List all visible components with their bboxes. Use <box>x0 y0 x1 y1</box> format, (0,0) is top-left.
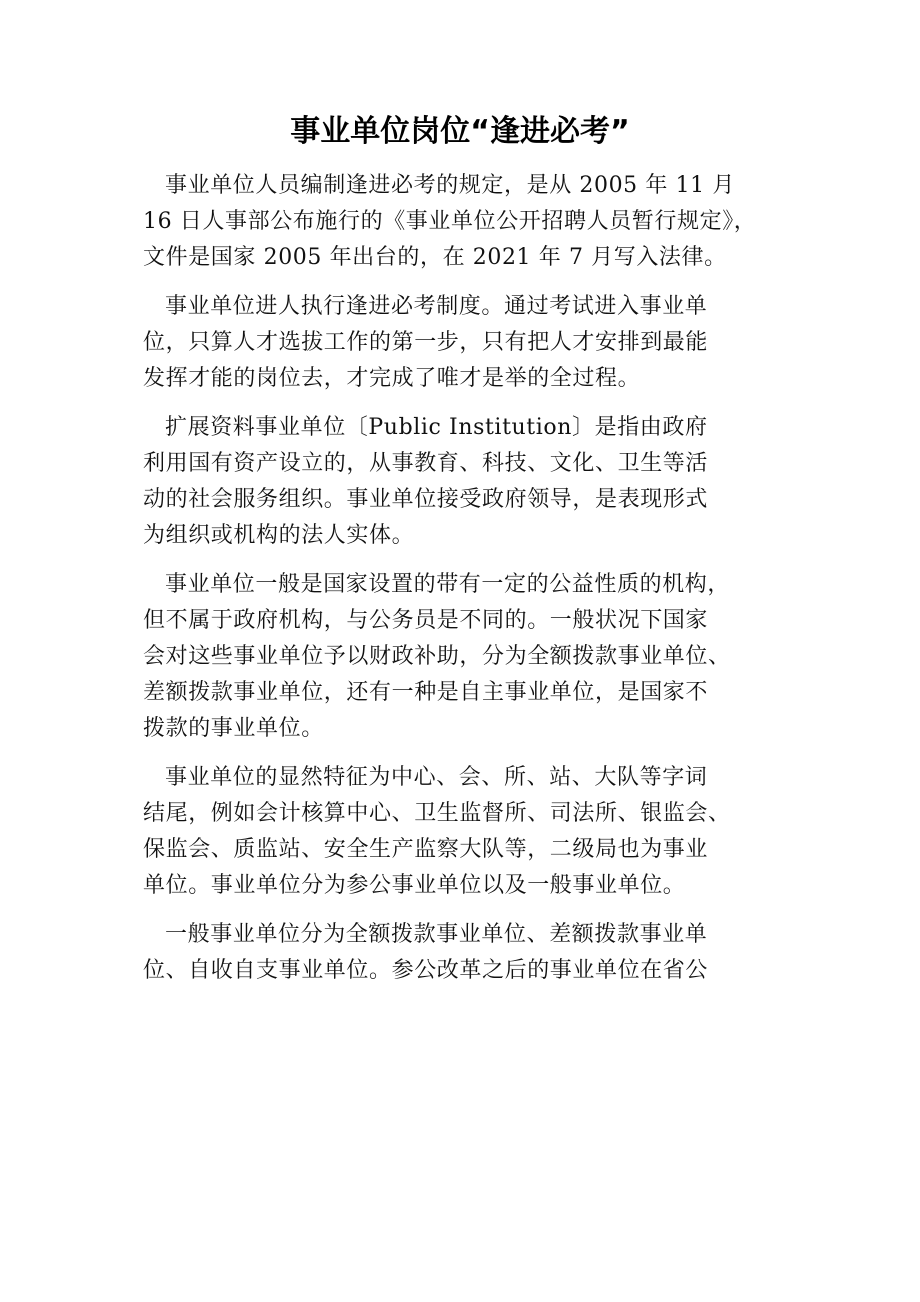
document-title: 事业单位岗位“逢进必考” <box>290 114 630 149</box>
text-line: 动的社会服务组织。事业单位接受政府领导，是表现形式 <box>143 487 709 512</box>
text-line: 事业单位进人执行逢进必考制度。通过考试进入事业单 <box>165 294 708 319</box>
text-line: 扩展资料事业单位〔Public Institution〕是指由政府 <box>165 415 708 440</box>
paragraph <box>143 567 783 747</box>
text-line: 位，只算人才选拔工作的第一步，只有把人才安排到最能 <box>143 330 709 355</box>
text-line: 拨款的事业单位。 <box>143 716 324 741</box>
text-line: 一般事业单位分为全额拨款事业单位、差额拨款事业单 <box>165 922 708 947</box>
text-line: 会对这些事业单位予以财政补助，分为全额拨款事业单位、 <box>143 644 731 669</box>
text-line: 发挥才能的岗位去，才完成了唯才是举的全过程。 <box>143 366 641 391</box>
paragraph <box>143 410 783 554</box>
text-line: 单位。事业单位分为参公事业单位以及一般事业单位。 <box>143 873 686 898</box>
paragraph <box>143 917 783 989</box>
text-line: 结尾，例如会计核算中心、卫生监督所、司法所、银监会、 <box>143 801 731 826</box>
text-line: 16 日人事部公布施行的《事业单位公开招聘人员暂行规定》， <box>143 209 757 234</box>
paragraph <box>143 760 783 904</box>
text-line: 事业单位人员编制逢进必考的规定，是从 2005 年 11 月 <box>165 173 735 198</box>
text-line: 位、自收自支事业单位。参公改革之后的事业单位在省公 <box>143 958 709 983</box>
paragraph <box>143 168 783 276</box>
text-line: 事业单位一般是国家设置的带有一定的公益性质的机构， <box>165 572 731 597</box>
text-line: 差额拨款事业单位，还有一种是自主事业单位，是国家不 <box>143 680 709 705</box>
text-line: 保监会、质监站、安全生产监察大队等，二级局也为事业 <box>143 837 709 862</box>
text-line: 利用国有资产设立的，从事教育、科技、文化、卫生等活 <box>143 451 709 476</box>
document-body <box>143 168 783 1002</box>
text-line: 文件是国家 2005 年出台的，在 2021 年 7 月写入法律。 <box>143 245 727 270</box>
paragraph <box>143 289 783 397</box>
text-line: 但不属于政府机构，与公务员是不同的。一般状况下国家 <box>143 608 709 633</box>
text-line: 事业单位的显然特征为中心、会、所、站、大队等字词 <box>165 765 708 790</box>
text-line: 为组织或机构的法人实体。 <box>143 523 415 548</box>
